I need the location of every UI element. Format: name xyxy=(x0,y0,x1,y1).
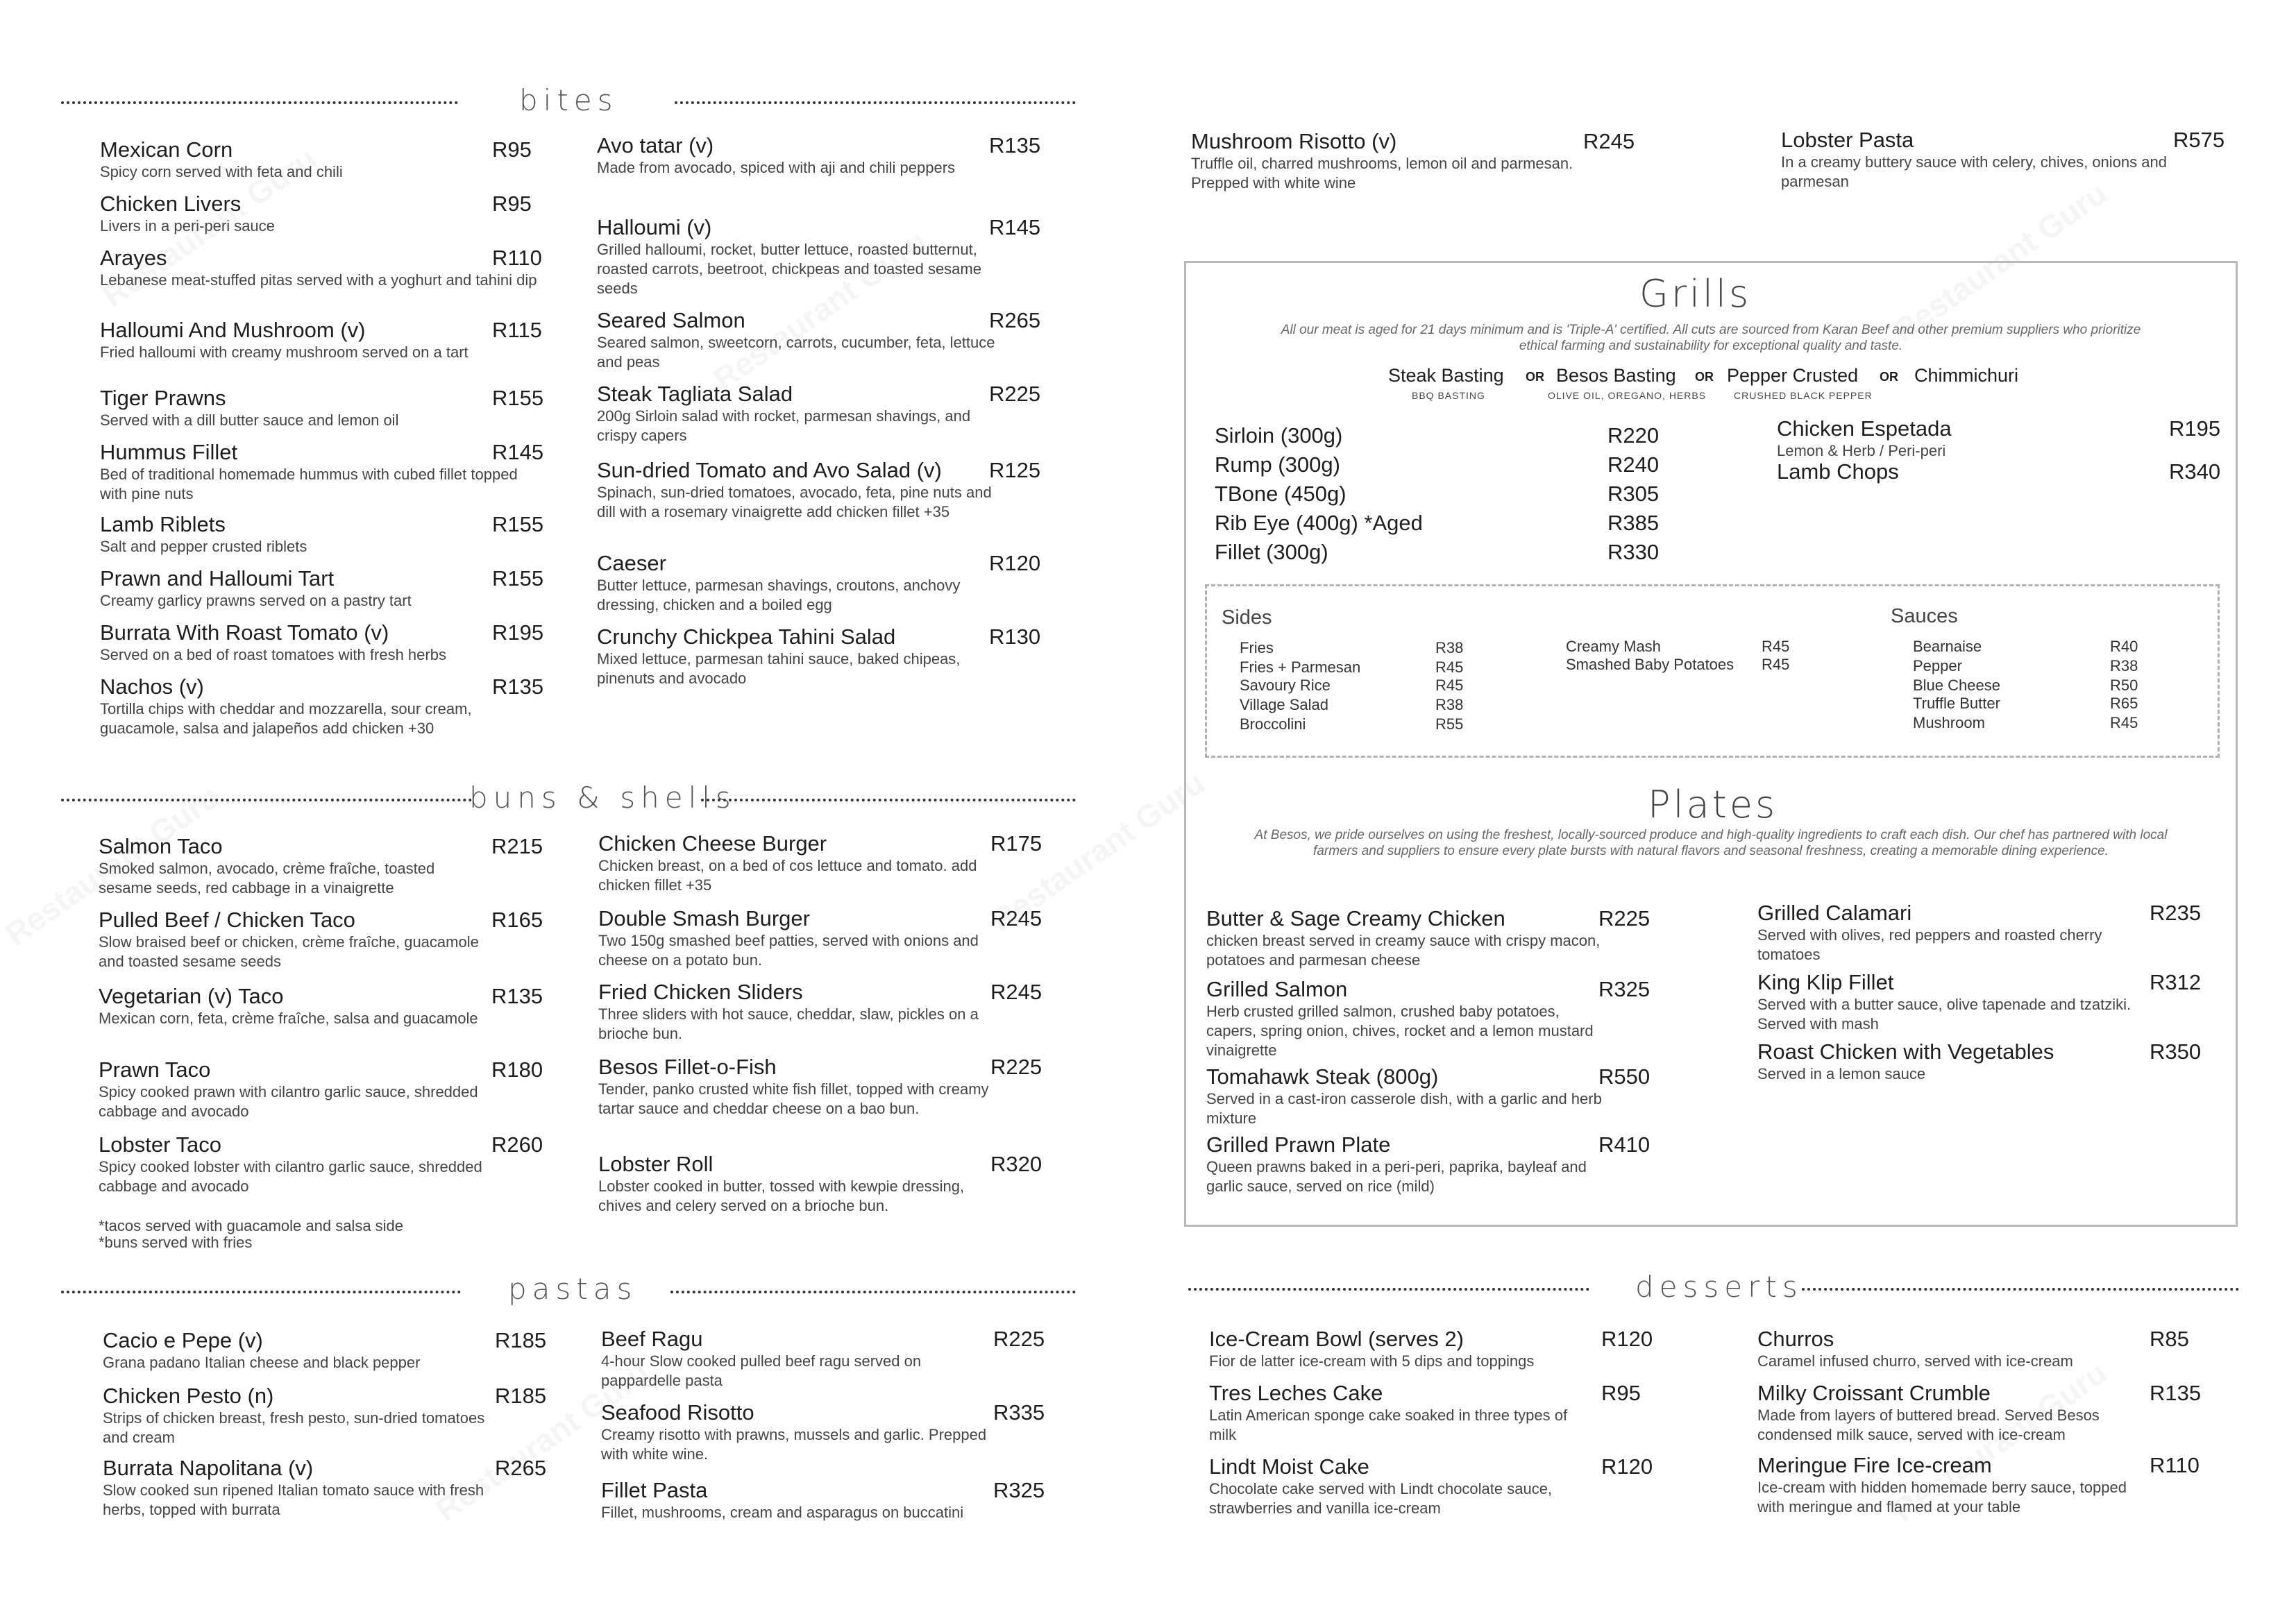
menu-item xyxy=(1757,901,2261,965)
item-price: R120 xyxy=(1601,1454,1653,1479)
item-price: R110 xyxy=(492,246,542,270)
menu-item xyxy=(100,137,603,182)
row-name: Fries + Parmesan xyxy=(1240,658,1361,676)
item-description: Creamy garlicy prawns served on a pastry tart xyxy=(100,592,412,609)
basting-sub: BBQ BASTING xyxy=(1412,390,1485,401)
item-price: R325 xyxy=(1598,977,1651,1001)
menu-item xyxy=(598,1055,1101,1119)
menu-item xyxy=(100,674,603,738)
side-row xyxy=(1566,637,1845,656)
row-name: Broccolini xyxy=(1240,715,1306,733)
divider xyxy=(701,799,1076,801)
item-description: Smoked salmon, avocado, crème fraîche, toasted sesame seeds, red cabbage in a vinaigrette xyxy=(99,860,435,897)
section-heading-bites: bites xyxy=(519,83,618,117)
item-name: Tiger Prawns xyxy=(100,386,226,410)
row-price: R55 xyxy=(1435,715,1464,733)
item-price: R120 xyxy=(989,551,1041,575)
item-price: R175 xyxy=(990,831,1043,856)
side-row xyxy=(1240,658,1519,677)
item-price: R225 xyxy=(989,382,1041,406)
menu-item xyxy=(597,382,1100,445)
menu-item xyxy=(597,624,1100,688)
item-description: Tender, panko crusted white fish fillet, topped with creamy tartar sauce and cheddar cheese on a bao bun. xyxy=(598,1080,989,1117)
item-name: Beef Ragu xyxy=(601,1327,703,1351)
menu-item xyxy=(1206,1064,1710,1128)
item-name: Fillet Pasta xyxy=(601,1478,708,1502)
item-description: 4-hour Slow cooked pulled beef ragu served on pappardelle pasta xyxy=(601,1352,922,1389)
item-name: Grilled Prawn Plate xyxy=(1206,1132,1391,1157)
row-price: R330 xyxy=(1607,540,1660,564)
menu-item xyxy=(597,215,1100,298)
section-heading-desserts: desserts xyxy=(1635,1270,1803,1304)
item-price: R125 xyxy=(989,458,1041,482)
row-price: R40 xyxy=(2110,638,2138,655)
item-name: Meringue Fire Ice-cream xyxy=(1757,1453,1992,1477)
section-heading-buns-shells: buns & shells xyxy=(469,781,736,815)
item-description: Fried halloumi with creamy mushroom served on a tart xyxy=(100,343,469,361)
menu-item xyxy=(597,308,1100,372)
item-name: Avo tatar (v) xyxy=(597,133,714,158)
item-name: Chicken Espetada xyxy=(1777,416,1952,441)
menu-item xyxy=(598,831,1101,895)
item-name: Caeser xyxy=(597,551,666,575)
divider xyxy=(1188,1288,1589,1291)
side-row xyxy=(1913,713,2193,733)
item-price: R235 xyxy=(2150,901,2202,925)
menu-item xyxy=(601,1400,1104,1464)
item-name: Lamb Chops xyxy=(1777,459,1899,484)
item-price: R225 xyxy=(993,1327,1045,1351)
item-name: Steak Tagliata Salad xyxy=(597,382,793,406)
item-price: R95 xyxy=(492,137,532,162)
item-description: Truffle oil, charred mushrooms, lemon oil and parmesan. Prepped with white wine xyxy=(1191,155,1573,192)
basting-option: Pepper Crusted xyxy=(1727,365,1859,386)
row-price: R45 xyxy=(1435,658,1464,676)
side-row xyxy=(1913,694,2193,713)
menu-item xyxy=(1209,1327,1712,1371)
item-description: Mexican corn, feta, crème fraîche, salsa and guacamole xyxy=(99,1010,478,1027)
menu-item xyxy=(598,980,1101,1044)
menu-item xyxy=(1781,128,2284,192)
row-name: Village Salad xyxy=(1240,696,1329,713)
grill-row xyxy=(1215,450,1691,479)
divider xyxy=(675,101,1076,104)
item-description: Bed of traditional homemade hummus with cubed fillet topped with pine nuts xyxy=(100,466,518,502)
row-price: R240 xyxy=(1607,452,1660,477)
item-price: R155 xyxy=(492,566,544,590)
item-description: Lemon & Herb / Peri-peri xyxy=(1777,442,1946,459)
menu-item xyxy=(99,1132,602,1196)
item-description: Strips of chicken breast, fresh pesto, sun-dried tomatoes and cream xyxy=(103,1409,485,1446)
item-price: R265 xyxy=(495,1456,547,1480)
row-name: Bearnaise xyxy=(1913,638,1982,655)
menu-item xyxy=(100,566,603,611)
item-name: Arayes xyxy=(100,246,167,270)
item-price: R215 xyxy=(491,834,543,858)
item-price: R335 xyxy=(993,1400,1045,1425)
menu-item xyxy=(100,192,603,236)
basting-sub: OLIVE OIL, OREGANO, HERBS xyxy=(1548,390,1707,401)
item-price: R312 xyxy=(2150,970,2202,994)
row-name: Creamy Mash xyxy=(1566,638,1661,655)
menu-item xyxy=(100,440,603,504)
basting-sub: CRUSHED BLACK PEPPER xyxy=(1734,390,1873,401)
row-price: R45 xyxy=(1762,656,1790,673)
row-price: R38 xyxy=(1435,696,1464,713)
item-description: Made from avocado, spiced with aji and chili peppers xyxy=(597,159,956,176)
row-name: Pepper xyxy=(1913,657,1962,674)
menu-item xyxy=(103,1456,606,1520)
item-price: R135 xyxy=(492,674,544,699)
row-price: R45 xyxy=(2110,714,2138,731)
divider xyxy=(1802,1288,2239,1291)
item-description: Salt and pepper crusted riblets xyxy=(100,538,307,555)
item-description: Spicy cooked prawn with cilantro garlic sauce, shredded cabbage and avocado xyxy=(99,1083,478,1120)
item-name: Burrata With Roast Tomato (v) xyxy=(100,620,389,645)
item-price: R410 xyxy=(1598,1132,1651,1157)
item-description: 200g Sirloin salad with rocket, parmesan shavings, and crispy capers xyxy=(597,407,971,444)
row-name: Fries xyxy=(1240,639,1274,656)
row-price: R38 xyxy=(2110,657,2138,674)
row-price: R45 xyxy=(1435,677,1464,694)
divider xyxy=(61,799,472,801)
item-name: Chicken Cheese Burger xyxy=(598,831,827,856)
row-name: Smashed Baby Potatoes xyxy=(1566,656,1734,673)
divider xyxy=(670,1291,1076,1293)
item-price: R265 xyxy=(989,308,1041,332)
item-description: Fior de latter ice-cream with 5 dips and toppings xyxy=(1209,1352,1535,1370)
item-price: R245 xyxy=(990,980,1043,1004)
item-name: Lamb Riblets xyxy=(100,512,226,536)
divider xyxy=(61,1291,461,1293)
plates-title: Plates xyxy=(1648,783,1778,826)
menu-item xyxy=(601,1478,1104,1522)
item-description: Two 150g smashed beef patties, served with onions and cheese on a potato bun. xyxy=(598,932,979,969)
or-label: OR xyxy=(1526,370,1544,384)
item-description: Served on a bed of roast tomatoes with fresh herbs xyxy=(100,646,446,663)
item-name: Prawn and Halloumi Tart xyxy=(100,566,335,590)
menu-item xyxy=(1206,906,1710,970)
item-name: Hummus Fillet xyxy=(100,440,238,464)
item-price: R85 xyxy=(2150,1327,2189,1351)
item-name: Lobster Pasta xyxy=(1781,128,1914,152)
item-name: Pulled Beef / Chicken Taco xyxy=(99,908,355,932)
item-name: Double Smash Burger xyxy=(598,906,810,931)
row-price: R45 xyxy=(1762,638,1790,655)
item-name: Nachos (v) xyxy=(100,674,204,699)
grill-row xyxy=(1215,421,1691,450)
item-name: Mushroom Risotto (v) xyxy=(1191,129,1397,153)
or-label: OR xyxy=(1880,370,1898,384)
item-description: Served with olives, red peppers and roasted cherry tomatoes xyxy=(1757,926,2102,963)
item-description: Slow cooked sun ripened Italian tomato sauce with fresh herbs, topped with burrata xyxy=(103,1481,484,1518)
item-name: Sun-dried Tomato and Avo Salad (v) xyxy=(597,458,942,482)
section-heading-pastas: pastas xyxy=(508,1272,638,1306)
item-name: Vegetarian (v) Taco xyxy=(99,984,284,1008)
item-description: Served with a butter sauce, olive tapenade and tzatziki. Served with mash xyxy=(1757,996,2132,1033)
item-name: King Klip Fillet xyxy=(1757,970,1894,994)
grills-intro: All our meat is aged for 21 days minimum and is 'Triple-A' certified. All cuts are sourced from Karan Beef and other premium suppliers who prioritize ethical farming and sustainability for exceptional quality and taste. xyxy=(1281,323,2141,353)
grill-row xyxy=(1215,538,1691,567)
item-price: R155 xyxy=(492,386,544,410)
item-description: Grana padano Italian cheese and black pepper xyxy=(103,1354,421,1371)
menu-item xyxy=(103,1328,606,1373)
item-description: Queen prawns baked in a peri-peri, paprika, bayleaf and garlic sauce, served on rice (mild) xyxy=(1206,1158,1587,1195)
item-name: Cacio e Pepe (v) xyxy=(103,1328,263,1352)
item-description: Caramel infused churro, served with ice-cream xyxy=(1757,1352,2073,1370)
item-description: Chicken breast, on a bed of cos lettuce and tomato. add chicken fillet +35 xyxy=(598,857,977,894)
row-name: Mushroom xyxy=(1913,714,1985,731)
grill-row xyxy=(1215,509,1691,538)
item-price: R180 xyxy=(491,1057,543,1082)
item-price: R320 xyxy=(990,1152,1043,1176)
side-row xyxy=(1566,655,1845,674)
menu-item xyxy=(597,551,1100,615)
row-name: Fillet (300g) xyxy=(1215,540,1328,564)
item-price: R145 xyxy=(989,215,1041,239)
basting-option: Besos Basting xyxy=(1556,365,1676,386)
side-row xyxy=(1240,638,1519,658)
item-name: Crunchy Chickpea Tahini Salad xyxy=(597,624,896,649)
item-price: R340 xyxy=(2169,459,2221,484)
item-name: Tres Leches Cake xyxy=(1209,1381,1383,1405)
menu-item xyxy=(1757,1327,2261,1371)
item-name: Lobster Roll xyxy=(598,1152,714,1176)
item-name: Prawn Taco xyxy=(99,1057,211,1082)
row-price: R385 xyxy=(1607,511,1660,535)
item-price: R550 xyxy=(1598,1064,1651,1089)
item-price: R195 xyxy=(2169,416,2221,441)
menu-item xyxy=(1757,1039,2261,1084)
row-price: R50 xyxy=(2110,677,2138,694)
menu-item xyxy=(598,1152,1101,1216)
item-description: Latin American sponge cake soaked in three types of milk xyxy=(1209,1407,1568,1443)
item-description: Seared salmon, sweetcorn, carrots, cucumber, feta, lettuce and peas xyxy=(597,334,995,371)
menu-item xyxy=(103,1384,606,1447)
item-name: Seared Salmon xyxy=(597,308,745,332)
divider xyxy=(61,101,458,104)
item-price: R135 xyxy=(989,133,1041,158)
menu-item xyxy=(597,458,1100,522)
row-name: TBone (450g) xyxy=(1215,482,1347,506)
menu-item xyxy=(99,984,602,1028)
item-price: R245 xyxy=(990,906,1043,931)
item-price: R135 xyxy=(491,984,543,1008)
item-description: Tortilla chips with cheddar and mozzarella, sour cream, guacamole, salsa and jalapeños add chicken +30 xyxy=(100,700,472,737)
menu-item xyxy=(1757,1453,2261,1517)
item-price: R225 xyxy=(990,1055,1043,1079)
item-name: Grilled Calamari xyxy=(1757,901,1912,925)
item-price: R130 xyxy=(989,624,1041,649)
item-description: Herb crusted grilled salmon, crushed baby potatoes, capers, spring onion, chives, rocket and a lemon mustard vinaigrette xyxy=(1206,1003,1594,1059)
item-name: Ice-Cream Bowl (serves 2) xyxy=(1209,1327,1464,1351)
side-row xyxy=(1240,676,1519,695)
menu-item xyxy=(597,133,1100,178)
item-name: Churros xyxy=(1757,1327,1834,1351)
item-name: Halloumi (v) xyxy=(597,215,712,239)
item-price: R185 xyxy=(495,1328,547,1352)
row-name: Savoury Rice xyxy=(1240,677,1331,694)
item-description: Ice-cream with hidden homemade berry sauce, topped with meringue and flamed at your table xyxy=(1757,1479,2127,1515)
item-name: Halloumi And Mushroom (v) xyxy=(100,318,366,342)
item-price: R165 xyxy=(491,908,543,932)
row-price: R305 xyxy=(1607,482,1660,506)
item-description: Spicy corn served with feta and chili xyxy=(100,163,343,180)
menu-item xyxy=(1209,1454,1712,1518)
item-description: Served with a dill butter sauce and lemon oil xyxy=(100,411,399,429)
side-row xyxy=(1913,656,2193,676)
menu-item xyxy=(1757,1381,2261,1445)
menu-item xyxy=(100,246,603,290)
menu-item xyxy=(1206,977,1710,1060)
menu-item xyxy=(100,620,603,665)
menu-item xyxy=(100,512,603,556)
menu-item xyxy=(598,906,1101,970)
item-description: Spinach, sun-dried tomatoes, avocado, feta, pine nuts and dill with a rosemary vinaigrette add chicken fillet +35 xyxy=(597,484,992,520)
item-price: R325 xyxy=(993,1478,1045,1502)
item-price: R115 xyxy=(492,318,542,342)
row-name: Rump (300g) xyxy=(1215,452,1340,477)
item-price: R135 xyxy=(2150,1381,2202,1405)
item-name: Besos Fillet-o-Fish xyxy=(598,1055,777,1079)
item-price: R155 xyxy=(492,512,544,536)
item-name: Lindt Moist Cake xyxy=(1209,1454,1369,1479)
basting-option: Chimmichuri xyxy=(1914,365,2019,386)
item-description: chicken breast served in creamy sauce with crispy macon, potatoes and parmesan cheese xyxy=(1206,932,1601,969)
menu-item xyxy=(1777,459,2280,484)
item-price: R350 xyxy=(2150,1039,2202,1064)
item-description: Lebanese meat-stuffed pitas served with a yoghurt and tahini dip xyxy=(100,271,537,289)
item-price: R195 xyxy=(492,620,544,645)
sides-title: Sides xyxy=(1222,606,1272,629)
row-price: R38 xyxy=(1435,639,1464,656)
item-description: In a creamy buttery sauce with celery, chives, onions and parmesan xyxy=(1781,153,2167,190)
menu-item xyxy=(1757,970,2261,1034)
item-price: R95 xyxy=(1601,1381,1641,1405)
menu-item xyxy=(1191,129,1694,193)
menu-item xyxy=(99,834,602,898)
item-name: Fried Chicken Sliders xyxy=(598,980,803,1004)
grills-title: Grills xyxy=(1639,272,1752,316)
row-name: Truffle Butter xyxy=(1913,695,2000,712)
sauces-title: Sauces xyxy=(1891,605,1958,627)
side-row xyxy=(1913,637,2193,656)
item-description: Livers in a peri-peri sauce xyxy=(100,217,275,235)
menu-item xyxy=(99,908,602,971)
item-description: Served in a cast-iron casserole dish, with a garlic and herb mixture xyxy=(1206,1090,1602,1127)
item-name: Tomahawk Steak (800g) xyxy=(1206,1064,1439,1089)
item-price: R260 xyxy=(491,1132,543,1157)
item-name: Salmon Taco xyxy=(99,834,223,858)
item-name: Butter & Sage Creamy Chicken xyxy=(1206,906,1505,931)
item-price: R575 xyxy=(2173,128,2225,152)
buns-note: *buns served with fries xyxy=(99,1234,253,1251)
row-name: Sirloin (300g) xyxy=(1215,423,1343,448)
row-price: R65 xyxy=(2110,695,2138,712)
item-description: Mixed lettuce, parmesan tahini sauce, baked chipeas, pinenuts and avocado xyxy=(597,650,961,687)
item-description: Served in a lemon sauce xyxy=(1757,1065,1926,1082)
item-price: R185 xyxy=(495,1384,547,1408)
item-description: Slow braised beef or chicken, crème fraîche, guacamole and toasted sesame seeds xyxy=(99,933,479,970)
item-price: R110 xyxy=(2150,1453,2200,1477)
menu-item xyxy=(100,318,603,362)
tacos-note: *tacos served with guacamole and salsa side xyxy=(99,1217,404,1234)
side-row xyxy=(1240,695,1519,715)
item-price: R245 xyxy=(1583,129,1635,153)
item-price: R225 xyxy=(1598,906,1651,931)
item-description: Fillet, mushrooms, cream and asparagus on buccatini xyxy=(601,1504,964,1521)
item-name: Milky Croissant Crumble xyxy=(1757,1381,1991,1405)
menu-item xyxy=(601,1327,1104,1391)
item-description: Three sliders with hot sauce, cheddar, slaw, pickles on a brioche bun. xyxy=(598,1005,979,1042)
menu-item xyxy=(100,386,603,430)
side-row xyxy=(1913,676,2193,695)
basting-option: Steak Basting xyxy=(1388,365,1504,386)
item-name: Chicken Livers xyxy=(100,192,242,216)
item-description: Lobster cooked in butter, tossed with kewpie dressing, chives and celery served on a brioche bun. xyxy=(598,1178,965,1214)
row-name: Rib Eye (400g) *Aged xyxy=(1215,511,1423,535)
or-label: OR xyxy=(1695,370,1714,384)
item-description: Chocolate cake served with Lindt chocolate sauce, strawberries and vanilla ice-cream xyxy=(1209,1480,1553,1517)
menu-item xyxy=(1209,1381,1712,1445)
item-name: Mexican Corn xyxy=(100,137,233,162)
item-description: Spicy cooked lobster with cilantro garlic sauce, shredded cabbage and avocado xyxy=(99,1158,482,1195)
row-name: Blue Cheese xyxy=(1913,677,2000,694)
menu-item xyxy=(99,1057,602,1121)
item-name: Grilled Salmon xyxy=(1206,977,1348,1001)
item-price: R145 xyxy=(492,440,544,464)
menu-item xyxy=(1206,1132,1710,1196)
row-price: R220 xyxy=(1607,423,1660,448)
item-description: Grilled halloumi, rocket, butter lettuce, roasted butternut, roasted carrots, beetroot, chickpeas and toasted sesame seeds xyxy=(597,241,981,297)
item-description: Butter lettuce, parmesan shavings, croutons, anchovy dressing, chicken and a boiled egg xyxy=(597,577,961,613)
item-name: Seafood Risotto xyxy=(601,1400,754,1425)
item-price: R95 xyxy=(492,192,532,216)
item-description: Creamy risotto with prawns, mussels and garlic. Prepped with white wine. xyxy=(601,1426,987,1463)
grill-row xyxy=(1215,479,1691,509)
item-name: Burrata Napolitana (v) xyxy=(103,1456,314,1480)
item-description: Made from layers of buttered bread. Served Besos condensed milk sauce, served with ice-cream xyxy=(1757,1407,2100,1443)
menu-item xyxy=(1777,416,2280,461)
side-row xyxy=(1240,715,1519,734)
item-name: Chicken Pesto (n) xyxy=(103,1384,274,1408)
item-name: Roast Chicken with Vegetables xyxy=(1757,1039,2054,1064)
item-price: R120 xyxy=(1601,1327,1653,1351)
plates-intro: At Besos, we pride ourselves on using the freshest, locally-sourced produce and high-quality ingredients to craft each dish. Our chef has partnered with local farmers and suppliers to ensure every plate bursts with natural flavors and seasonal freshness, creating a memorable dining experience. xyxy=(1254,828,2168,858)
item-name: Lobster Taco xyxy=(99,1132,221,1157)
